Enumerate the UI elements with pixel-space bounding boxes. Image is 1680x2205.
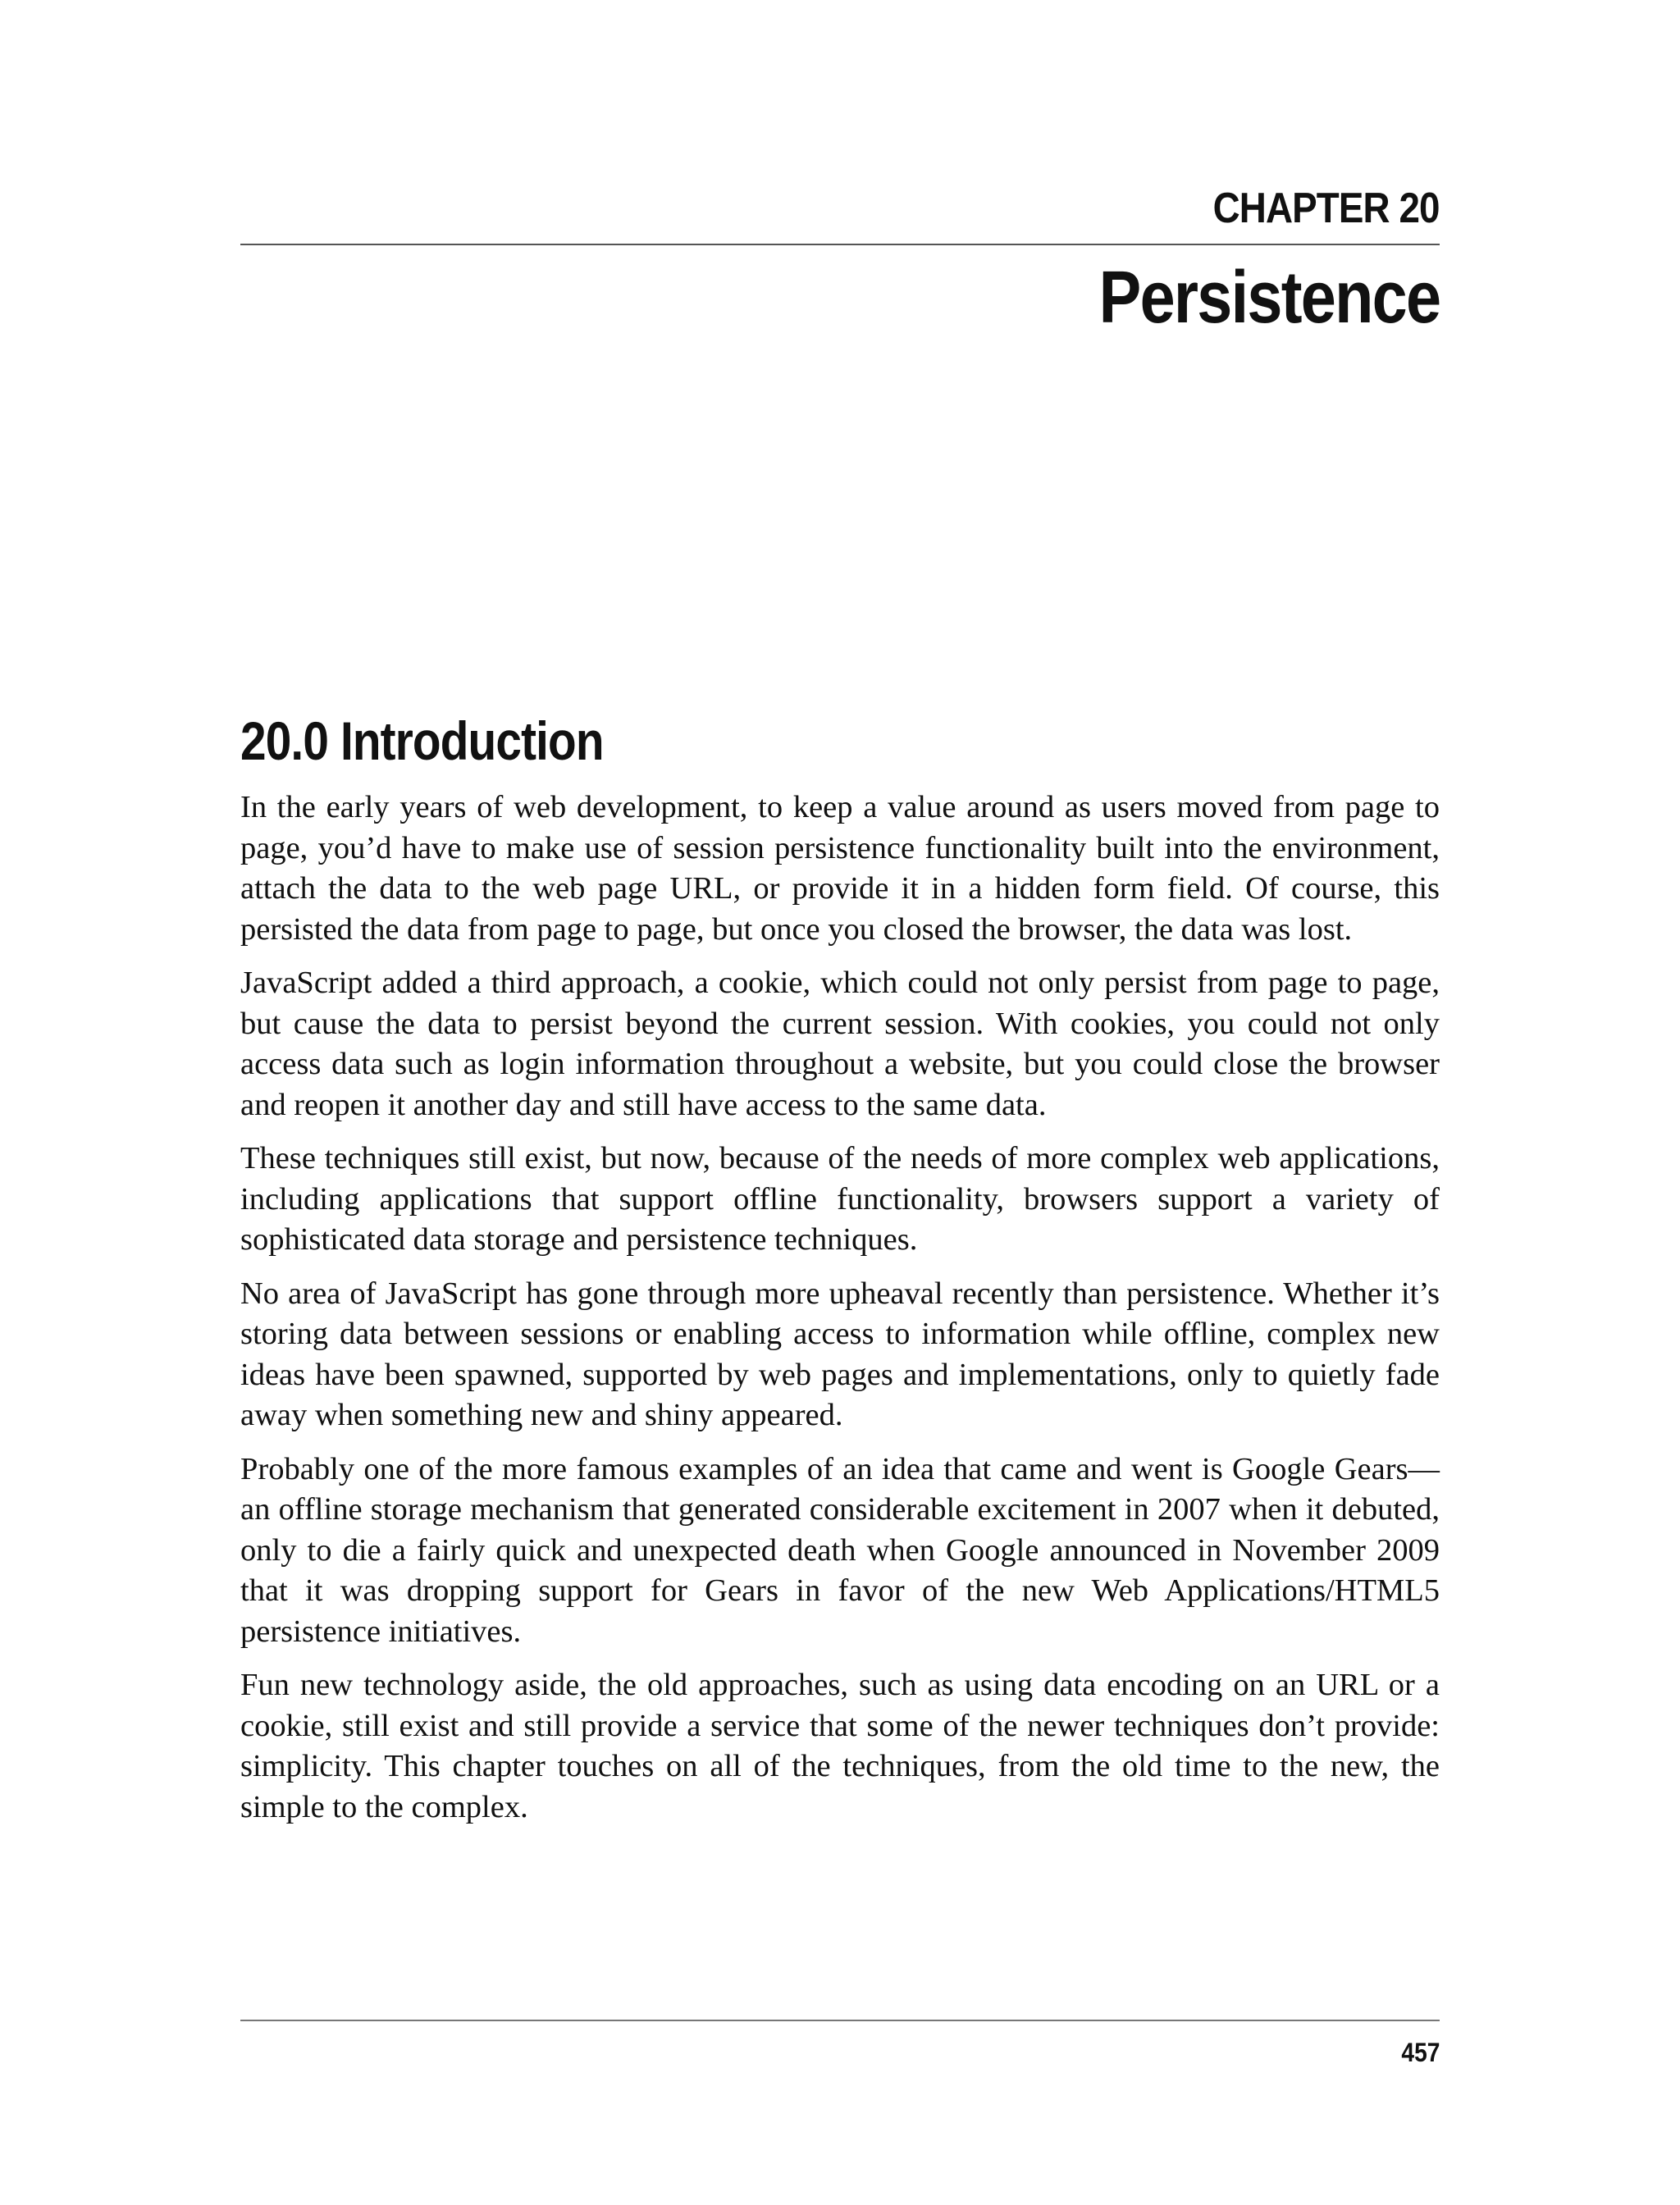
section-heading: 20.0 Introduction <box>240 710 604 771</box>
chapter-title: Persistence <box>1098 257 1440 339</box>
page-number: 457 <box>1401 2038 1440 2067</box>
paragraph: In the early years of web development, to keep a value around as users moved from page to page, you’d have to make use of session persistence functionality built into the environment, attach the data to the web page URL, or provide it in a hidden form field. Of course, this persisted the data from page to page, but once you closed the browser, the data was lost. <box>240 790 1440 947</box>
paragraph: Probably one of the more famous examples of an idea that came and went is Google Gears—an offline storage mechanism that generated considerable excitement in 2007 when it debuted, only to die a fairly quick and unexpected death when Google announced in November 2009 that it was dropping support for Gears in favor of the new Web Applications/HTML5 persistence initiatives. <box>240 1451 1440 1649</box>
paragraph: No area of JavaScript has gone through more upheaval recently than persistence. Whether it’s storing data between sessions or enabling access to information while offline, complex new ideas have been spawned, supported by web pages and implementations, only to quietly fade away when something new and shiny appeared. <box>240 1276 1440 1432</box>
chapter-label: CHAPTER 20 <box>1212 185 1440 232</box>
footer-divider <box>240 2020 1440 2021</box>
body-text <box>240 788 1440 1841</box>
chapter-divider <box>240 244 1440 245</box>
paragraph: Fun new technology aside, the old approaches, such as using data encoding on an URL or a cookie, still exist and still provide a service that some of the newer techniques don’t provide: simplicity. This chapter touches on all of the techniques, from the old time to the new, the simple to the complex. <box>240 1668 1440 1824</box>
paragraph: JavaScript added a third approach, a cookie, which could not only persist from page to page, but cause the data to persist beyond the current session. With cookies, you could not only access data such as login information throughout a website, but you could close the browser and reopen it another day and still have access to the same data. <box>240 966 1440 1122</box>
paragraph: These techniques still exist, but now, because of the needs of more complex web applications, including applications that support offline functionality, browsers support a variety of sophisticated data storage and persistence techniques. <box>240 1141 1440 1257</box>
